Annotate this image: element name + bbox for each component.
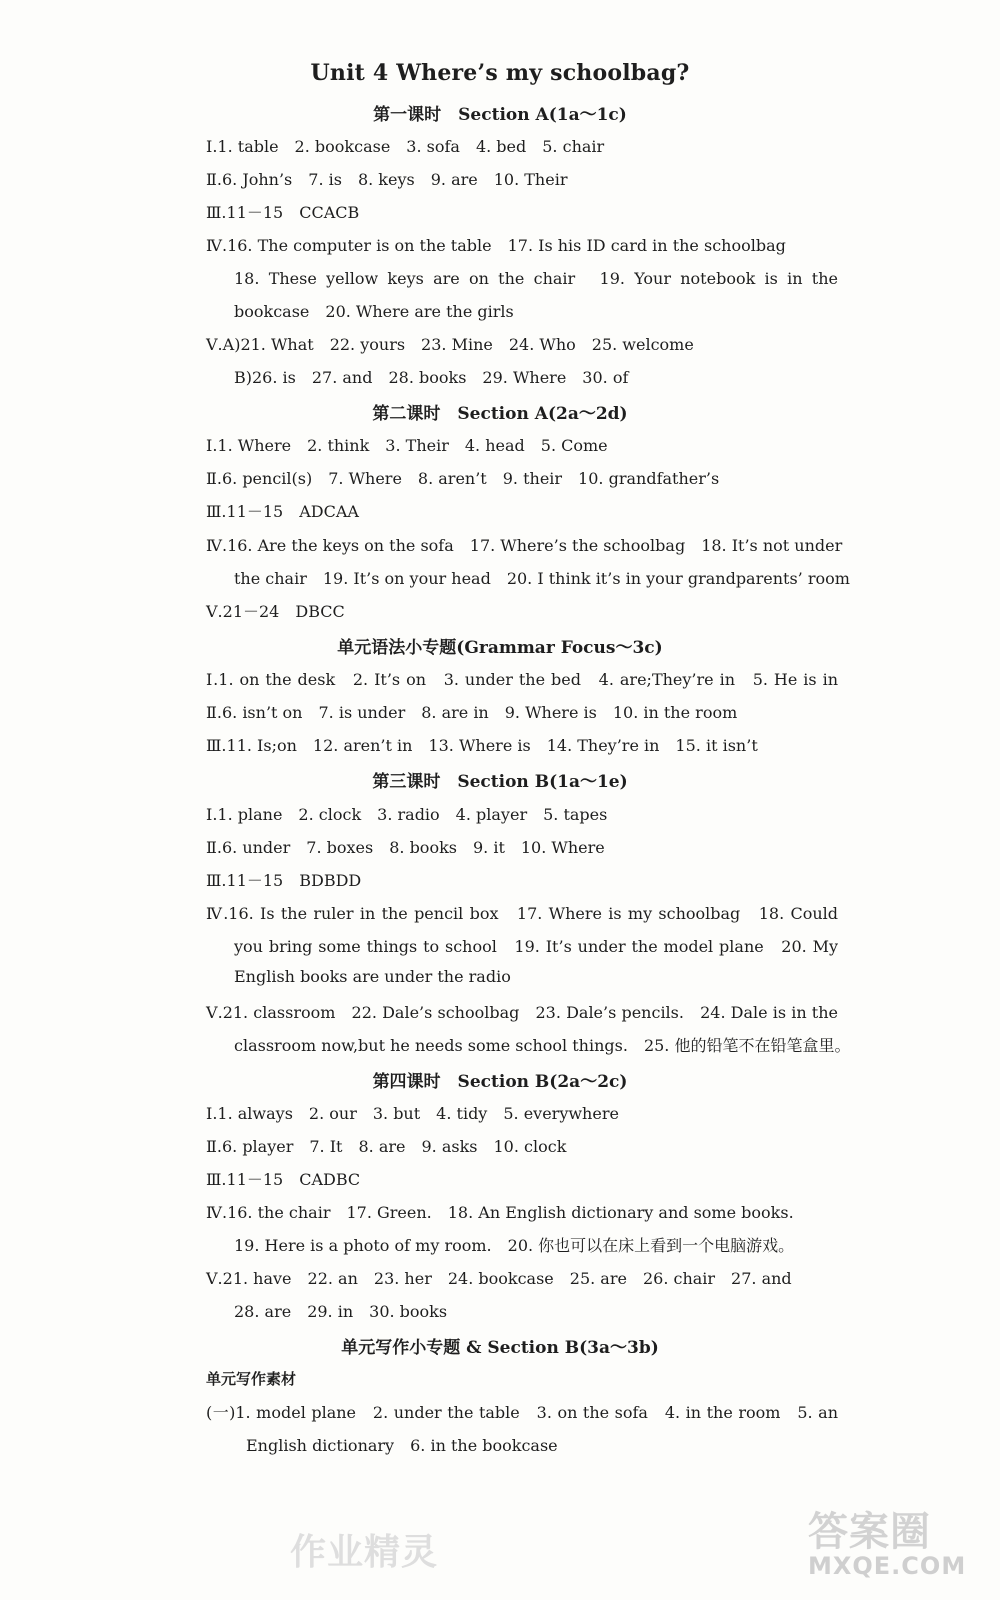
answer-line: Ⅲ.11. Is;on 12. aren’t in 13. Where is 14. They’re in 15. it isn’t	[206, 736, 758, 755]
answer-line: (一)1. model plane 2. under the table 3. on the sofa 4. in the room 5. an	[206, 1403, 838, 1422]
answer-line: Ⅴ.A)21. What 22. yours 23. Mine 24. Who 25. welcome	[206, 335, 694, 354]
answer-line: bookcase 20. Where are the girls	[234, 302, 514, 321]
answer-line: English books are under the radio	[234, 967, 511, 986]
section-heading-6: 单元写作小专题 & Section B(3a～3b)	[341, 1338, 659, 1358]
answer-line: B)26. is 27. and 28. books 29. Where 30. of	[234, 368, 629, 387]
answer-line: Ⅱ.6. player 7. It 8. are 9. asks 10. clock	[206, 1137, 567, 1156]
answer-line: Ⅱ.6. John’s 7. is 8. keys 9. are 10. Their	[206, 170, 568, 189]
watermark-url: MXQE.COM	[808, 1552, 967, 1580]
answer-line: Ⅰ.1. Where 2. think 3. Their 4. head 5. Come	[206, 436, 608, 455]
answer-line: the chair 19. It’s on your head 20. I think it’s in your grandparents’ room	[234, 569, 850, 588]
section-heading-2: 第二课时 Section A(2a～2d)	[372, 404, 628, 424]
answer-line: you bring some things to school 19. It’s under the model plane 20. My	[234, 937, 839, 956]
answer-line: Ⅳ.16. Are the keys on the sofa 17. Where’s the schoolbag 18. It’s not under	[206, 536, 843, 555]
watermark-logo: 答案圈	[808, 1509, 931, 1555]
section-heading-1: 第一课时 Section A(1a～1c)	[373, 105, 627, 125]
answer-line: Ⅱ.6. under 7. boxes 8. books 9. it 10. Where	[206, 838, 605, 857]
subheading: 单元写作素材	[206, 1370, 297, 1388]
answer-line: Ⅴ.21. have 22. an 23. her 24. bookcase 25. are 26. chair 27. and	[206, 1269, 792, 1288]
answer-line: classroom now,but he needs some school things. 25. 他的铅笔不在铅笔盒里。	[234, 1036, 851, 1055]
section-heading-3: 单元语法小专题(Grammar Focus～3c)	[337, 638, 663, 658]
answer-line: Ⅲ.11－15 BDBDD	[206, 871, 362, 890]
answer-line: Ⅴ.21－24 DBCC	[206, 602, 345, 621]
answer-line: 28. are 29. in 30. books	[234, 1302, 448, 1321]
section-heading-5: 第四课时 Section B(2a～2c)	[372, 1072, 628, 1092]
answer-line: 19. Here is a photo of my room. 20. 你也可以在床上看到一个电脑游戏。	[234, 1236, 795, 1255]
answer-line: Ⅳ.16. the chair 17. Green. 18. An English dictionary and some books.	[206, 1203, 794, 1222]
answer-line: English dictionary 6. in the bookcase	[246, 1436, 558, 1455]
answer-line: Ⅲ.11－15 ADCAA	[206, 502, 359, 521]
answer-line: Ⅰ.1. always 2. our 3. but 4. tidy 5. everywhere	[206, 1104, 619, 1123]
answer-line: Ⅰ.1. table 2. bookcase 3. sofa 4. bed 5. chair	[206, 137, 605, 156]
watermark-text: 作业精灵	[290, 1532, 439, 1573]
answer-line: Ⅰ.1. plane 2. clock 3. radio 4. player 5. tapes	[206, 805, 608, 824]
answer-line: Ⅲ.11－15 CCACB	[206, 203, 360, 222]
answer-line: Ⅴ.21. classroom 22. Dale’s schoolbag 23. Dale’s pencils. 24. Dale is in the	[206, 1003, 838, 1022]
answer-line: Ⅱ.6. isn’t on 7. is under 8. are in 9. Where is 10. in the room	[206, 703, 738, 722]
section-heading-4: 第三课时 Section B(1a～1e)	[372, 772, 628, 792]
answer-line: Ⅲ.11－15 CADBC	[206, 1170, 361, 1189]
answer-line: 18. These yellow keys are on the chair 19. Your notebook is in the	[234, 269, 838, 288]
answer-line: Ⅰ.1. on the desk 2. It’s on 3. under the bed 4. are;They’re in 5. He is in	[206, 670, 839, 689]
answer-line: Ⅳ.16. The computer is on the table 17. Is his ID card in the schoolbag	[206, 236, 786, 255]
unit-title: Unit 4 Where’s my schoolbag?	[310, 60, 690, 86]
answer-line: Ⅱ.6. pencil(s) 7. Where 8. aren’t 9. their 10. grandfather’s	[206, 469, 720, 488]
answer-line: Ⅳ.16. Is the ruler in the pencil box 17. Where is my schoolbag 18. Could	[206, 904, 839, 923]
